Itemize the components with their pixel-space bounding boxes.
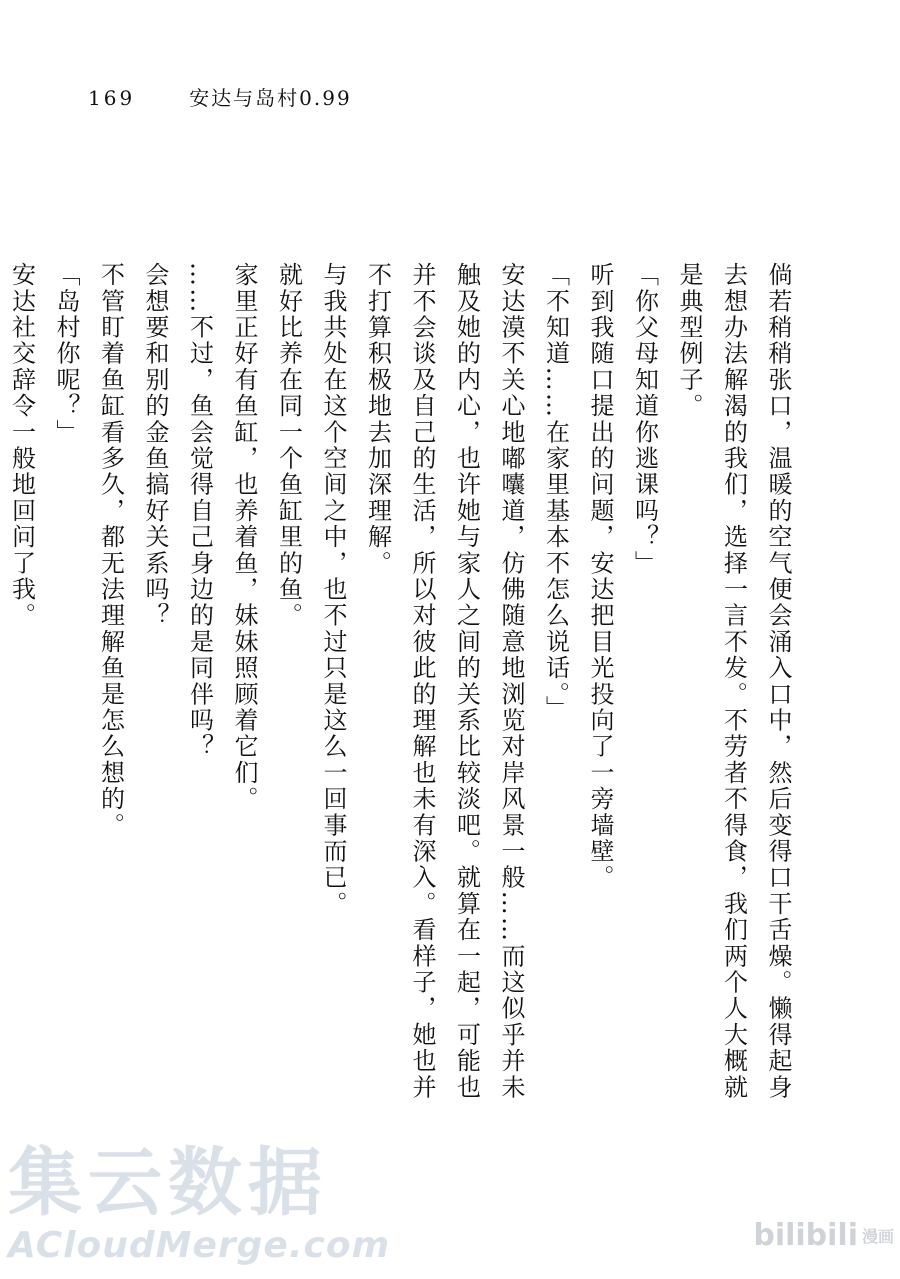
paragraph: 「岛村你呢？」 (52, 262, 80, 446)
paragraph: 安达社交辞令一般地回问了我。 (7, 262, 36, 629)
paragraph: ……不过，鱼会觉得自己身边的是同伴吗？ (185, 262, 214, 760)
paragraph: 安达漠不关心地嘟囔道，仿佛随意地浏览对岸风景一般……而这似乎并未触及她的内心，也许她与家人之间的关系比较淡吧。就算在一起，可能也并不会谈及自己的生活，所以对彼此的理解也未有深入。看样子，她也并不打算积极地去加深理解。 (363, 262, 525, 1101)
paragraph: 与我共处在这个空间之中，也不过只是这么一回事而已。 (319, 262, 347, 917)
watermark-chinese: 集云数据 (8, 1140, 328, 1226)
paragraph: 听到我随口提出的问题，安达把目光投向了一旁墙壁。 (586, 262, 614, 891)
bilibili-logo-text: bilibili (753, 1218, 858, 1253)
bilibili-logo (753, 1218, 895, 1253)
page-header (88, 82, 352, 111)
vertical-text-body (7, 262, 800, 1122)
paragraph: 「不知道……在家里基本不怎么说话。」 (541, 262, 570, 722)
paragraph: 家里正好有鱼缸，也养着鱼，妹妹照顾着它们。 (230, 262, 258, 813)
bilibili-manga-tag: 漫画 (862, 1226, 895, 1246)
page-number: 169 (88, 86, 136, 110)
paragraph: 「你父母知道你逃课吗？」 (630, 262, 659, 577)
watermark (8, 1140, 390, 1266)
paragraph: 不管盯着鱼缸看多久，都无法理解鱼是怎么想的。 (96, 262, 125, 839)
paragraph: 倘若稍稍张口，温暖的空气便会涌入口中，然后变得口干舌燥。懒得起身去想办法解渴的我们，选择一言不发。不劳者不得食，我们两个人大概就是典型例子。 (675, 262, 792, 1101)
book-title: 安达与岛村0.99 (189, 86, 352, 110)
watermark-english: ACloudMerge.com (8, 1225, 391, 1266)
paragraph: 就好比养在同一个鱼缸里的鱼。 (274, 262, 303, 629)
paragraph: 会想要和别的金鱼搞好关系吗？ (141, 262, 169, 629)
